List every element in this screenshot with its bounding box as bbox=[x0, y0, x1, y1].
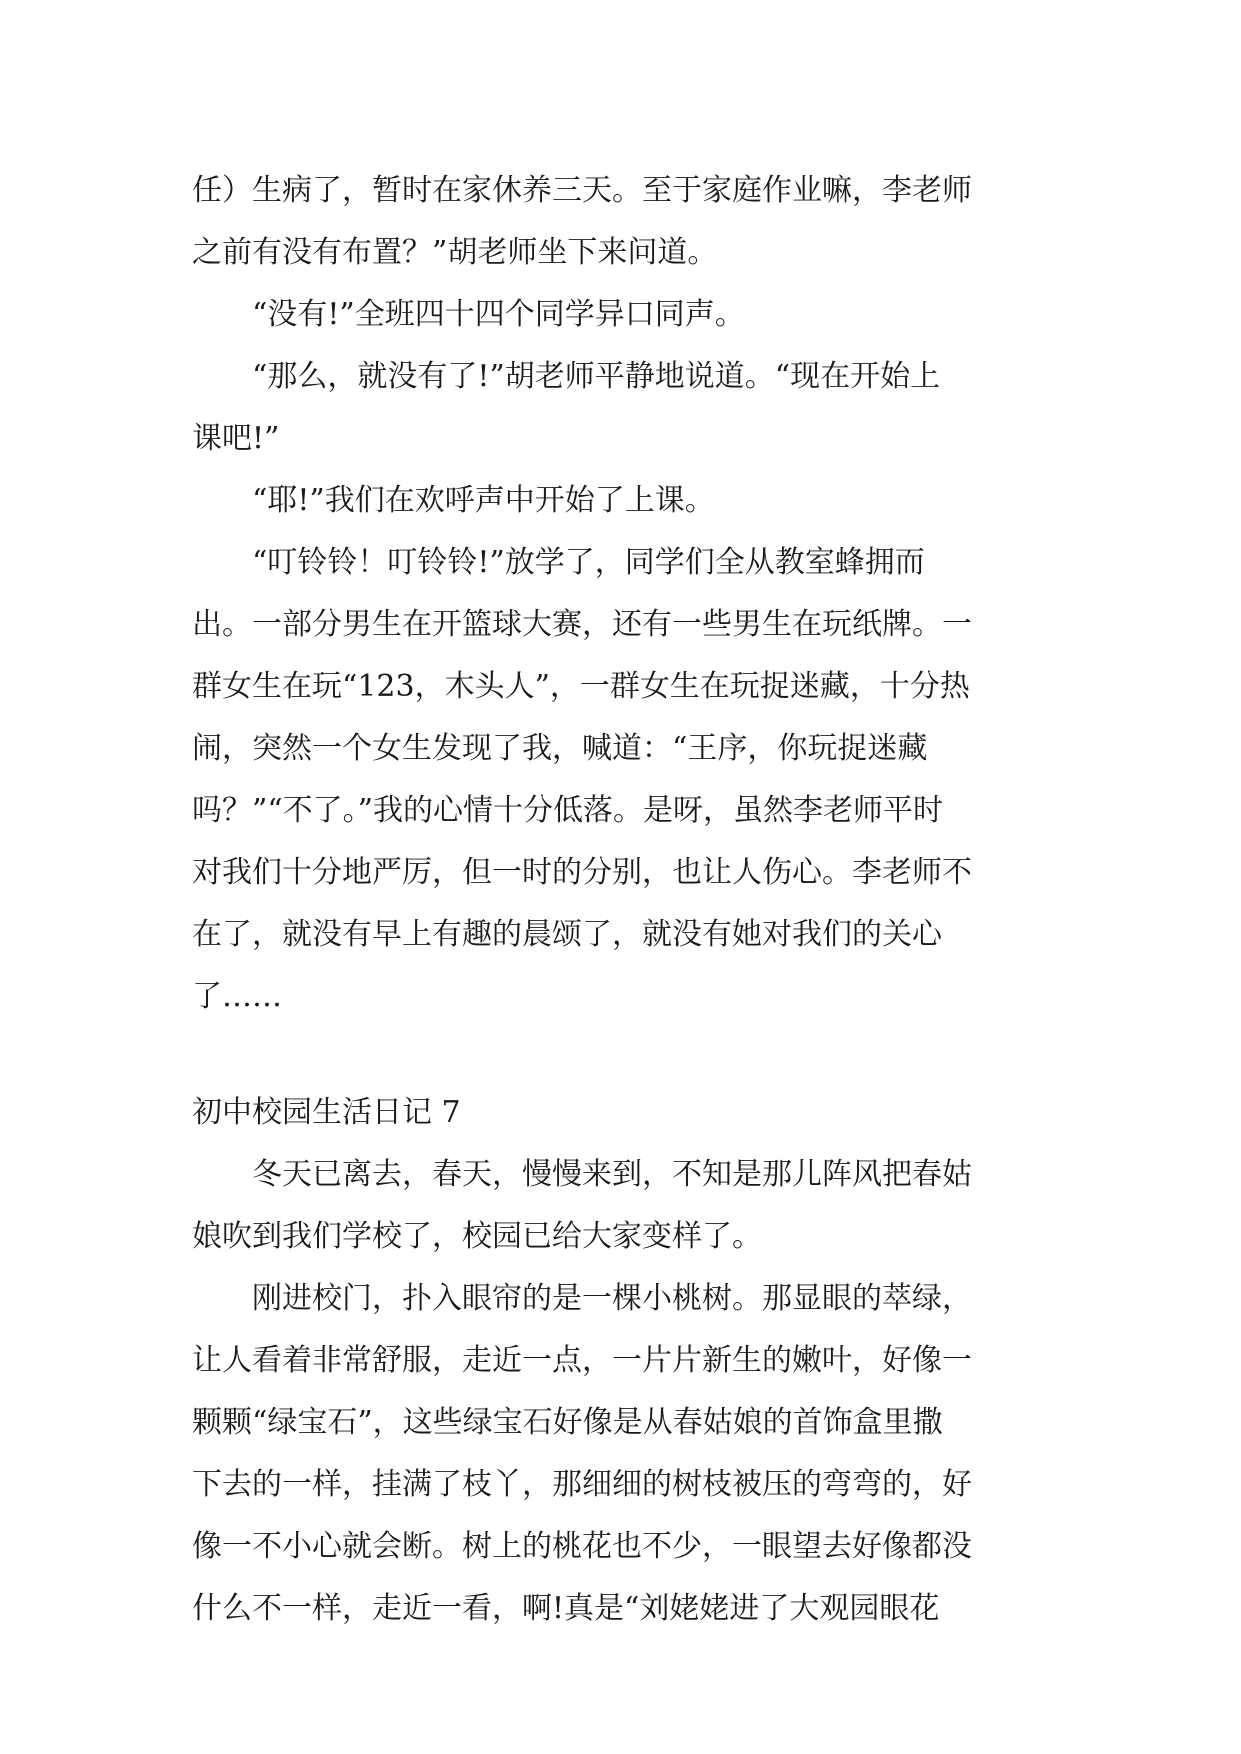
text-line: 颗颗“绿宝石”，这些绿宝石好像是从春姑娘的首饰盒里撒 bbox=[192, 1405, 943, 1440]
section-gap bbox=[192, 1028, 1052, 1082]
text-line: 在了，就没有早上有趣的晨颂了，就没有她对我们的关心 bbox=[192, 917, 942, 952]
text-line: 了…… bbox=[192, 979, 282, 1014]
text-line: 对我们十分地严厉，但一时的分别，也让人伤心。李老师不 bbox=[192, 855, 972, 890]
text-line: 让人看着非常舒服，走近一点，一片片新生的嫩叶，好像一 bbox=[192, 1343, 972, 1378]
text-line: “叮铃铃！叮铃铃!”放学了，同学们全从教室蜂拥而 bbox=[192, 545, 925, 580]
text-line: 课吧!” bbox=[192, 421, 280, 456]
text-line: 下去的一样，挂满了枝丫，那细细的树枝被压的弯弯的，好 bbox=[192, 1467, 972, 1502]
text-line: 之前有没有布置？”胡老师坐下来问道。 bbox=[192, 235, 718, 270]
text-line: 吗？”“不了。”我的心情十分低落。是呀，虽然李老师平时 bbox=[192, 793, 944, 828]
text-line: 任）生病了，暂时在家休养三天。至于家庭作业嘛，李老师 bbox=[192, 173, 972, 208]
section-heading: 初中校园生活日记 7 bbox=[192, 1095, 461, 1130]
text-line: 像一不小心就会断。树上的桃花也不少，一眼望去好像都没 bbox=[192, 1529, 972, 1564]
text-line: 闹，突然一个女生发现了我，喊道：“王序，你玩捉迷藏 bbox=[192, 731, 928, 766]
text-line: “那么，就没有了!”胡老师平静地说道。“现在开始上 bbox=[192, 359, 941, 394]
text-line: 冬天已离去，春天，慢慢来到，不知是那儿阵风把春姑 bbox=[192, 1157, 972, 1192]
text-line: “没有!”全班四十四个同学异口同声。 bbox=[192, 297, 745, 332]
text-line: 出。一部分男生在开篮球大赛，还有一些男生在玩纸牌。一 bbox=[192, 607, 972, 642]
text-line: “耶!”我们在欢呼声中开始了上课。 bbox=[192, 483, 715, 518]
text-line: 刚进校门，扑入眼帘的是一棵小桃树。那显眼的萃绿， bbox=[192, 1281, 972, 1316]
text-line: 什么不一样，走近一看，啊!真是“刘姥姥进了大观园眼花 bbox=[192, 1591, 940, 1626]
document-body bbox=[192, 160, 1052, 1640]
text-line: 群女生在玩“123，木头人”，一群女生在玩捉迷藏，十分热 bbox=[192, 669, 970, 704]
text-line: 娘吹到我们学校了，校园已给大家变样了。 bbox=[192, 1219, 762, 1254]
